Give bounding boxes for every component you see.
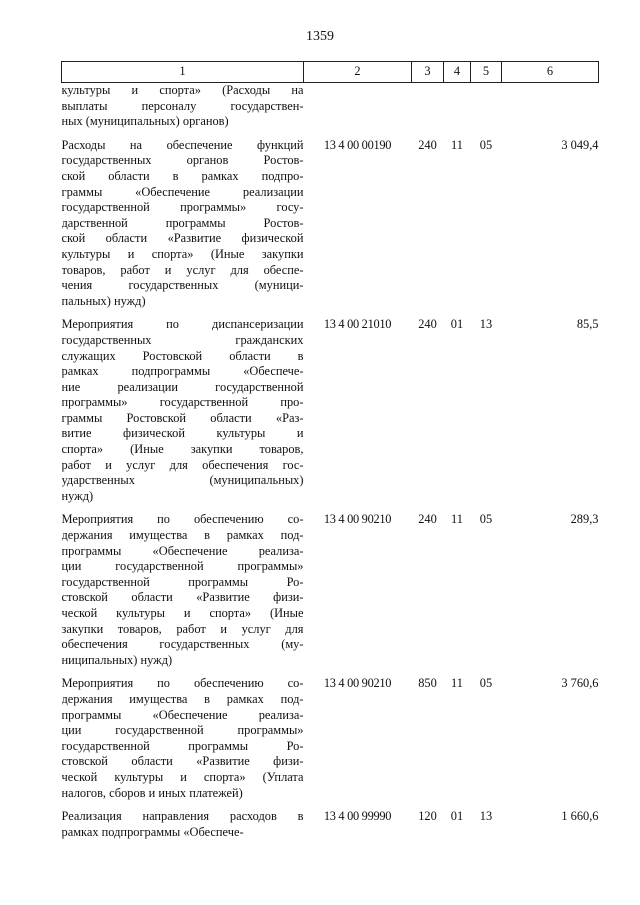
description-line: культуры и спорта» (Иные закупки [61, 246, 304, 261]
row-description [62, 508, 304, 672]
col-header-pr: 5 [471, 62, 502, 83]
row-description [62, 313, 304, 508]
row-description [62, 805, 304, 844]
table-row [62, 313, 599, 508]
description-line: государственной программы» госу- [61, 200, 304, 215]
description-line: Мероприятия по обеспечению со- [61, 512, 304, 527]
description-line: стовской области «Развитие физи- [61, 754, 304, 769]
table-row [62, 672, 599, 805]
table-row [62, 83, 599, 134]
col-header-value: 6 [502, 62, 599, 83]
description-line: ударственных (муниципальных) [61, 473, 304, 488]
description-line: государственных гражданских [61, 332, 304, 347]
row-value: 85,5 [576, 317, 599, 332]
description-line: дарственной программы Ростов- [61, 215, 304, 230]
page-number: 1359 [306, 29, 334, 44]
row-rz: 11 [451, 676, 463, 691]
row-code: 13 4 00 90210 [323, 512, 392, 527]
description-line: ской области «Развитие физической [61, 231, 304, 246]
row-rz: 01 [450, 809, 464, 824]
row-rz [444, 83, 471, 134]
description-line: Мероприятия по обеспечению со- [61, 676, 304, 691]
row-vr: 240 [418, 317, 437, 332]
row-pr: 13 [479, 809, 493, 824]
description-line: держания имущества в рамках под- [61, 691, 304, 706]
description-line: государственных органов Ростов- [61, 153, 304, 168]
description-line: государственной программы Ро- [61, 574, 304, 589]
description-line: программы «Обеспечение реализа- [61, 543, 304, 558]
description-line: ции государственной программы» [61, 723, 304, 738]
table-header-row [62, 62, 599, 83]
row-code [304, 83, 412, 134]
description-line: выплаты персоналу государствен- [61, 98, 304, 113]
description-line: витие физической культуры и [61, 426, 304, 441]
row-code: 13 4 00 00190 [323, 137, 392, 152]
row-value: 289,3 [570, 512, 599, 527]
row-rz: 11 [451, 512, 463, 527]
row-value [502, 83, 599, 134]
description-line: граммы Ростовской области «Раз- [61, 410, 304, 425]
row-code: 13 4 00 21010 [323, 317, 392, 332]
row-value: 3 760,6 [561, 676, 599, 691]
row-vr: 240 [418, 512, 437, 527]
description-line: работ и услуг для обеспечения гос- [61, 457, 304, 472]
table-row [62, 508, 599, 672]
table-body [62, 83, 599, 845]
description-line: обеспечения государственных (му- [61, 637, 304, 652]
row-code: 13 4 00 99990 [323, 809, 392, 824]
description-line: чения государственных (муници- [61, 278, 304, 293]
row-pr: 05 [479, 676, 493, 691]
row-code: 13 4 00 90210 [323, 676, 392, 691]
description-line: налогов, сборов и иных платежей) [61, 785, 243, 800]
row-vr [412, 83, 444, 134]
row-vr: 120 [418, 809, 437, 824]
description-line: программы» государственной про- [61, 395, 304, 410]
row-pr: 13 [479, 317, 493, 332]
description-line: ской области в рамках подпро- [61, 168, 304, 183]
description-line: ции государственной программы» [61, 559, 304, 574]
description-line: спорта» (Иные закупки товаров, [61, 442, 304, 457]
description-line: культуры и спорта» (Расходы на [61, 83, 304, 97]
col-header-vr: 3 [412, 62, 444, 83]
row-description [62, 83, 304, 134]
description-line: Реализация направления расходов в [61, 809, 304, 824]
description-line: граммы «Обеспечение реализации [61, 184, 304, 199]
description-line: ческой культуры и спорта» (Иные [61, 606, 304, 620]
budget-table [61, 61, 599, 844]
description-line: ниципальных) нужд) [61, 652, 173, 667]
table-row [62, 805, 599, 844]
col-header-rz: 4 [444, 62, 471, 83]
description-line: держания имущества в рамках под- [61, 528, 304, 543]
table-row [62, 134, 599, 314]
description-line: ние реализации государственной [61, 379, 304, 394]
description-line: государственной программы Ро- [61, 738, 304, 753]
description-line: Мероприятия по диспансеризации [61, 317, 304, 332]
description-line: Расходы на обеспечение функций [61, 137, 304, 152]
row-pr [471, 83, 502, 134]
row-vr: 240 [418, 137, 437, 152]
description-line: нужд) [61, 488, 94, 503]
description-line: закупки товаров, работ и услуг для [61, 621, 304, 636]
row-rz: 11 [451, 137, 463, 152]
row-value: 3 049,4 [561, 137, 599, 152]
row-pr: 05 [479, 512, 493, 527]
col-header-name: 1 [62, 62, 304, 83]
description-line: товаров, работ и услуг для обеспе- [61, 262, 304, 277]
description-line: стовской области «Развитие физи- [61, 590, 304, 605]
description-line: программы «Обеспечение реализа- [61, 707, 304, 722]
description-line: рамках подпрограммы «Обеспече- [61, 364, 304, 379]
row-vr: 850 [418, 676, 437, 691]
description-line: рамках подпрограммы «Обеспече- [61, 824, 244, 839]
description-line: служащих Ростовской области в [61, 348, 304, 363]
row-rz: 01 [450, 317, 464, 332]
description-line: ческой культуры и спорта» (Уплата [61, 769, 304, 784]
description-line: ных (муниципальных) органов) [61, 114, 229, 129]
row-value: 1 660,6 [561, 809, 599, 824]
row-description [62, 672, 304, 805]
row-description [62, 134, 304, 314]
description-line: пальных) нужд) [61, 293, 146, 308]
col-header-code: 2 [304, 62, 412, 83]
row-pr: 05 [479, 137, 493, 152]
